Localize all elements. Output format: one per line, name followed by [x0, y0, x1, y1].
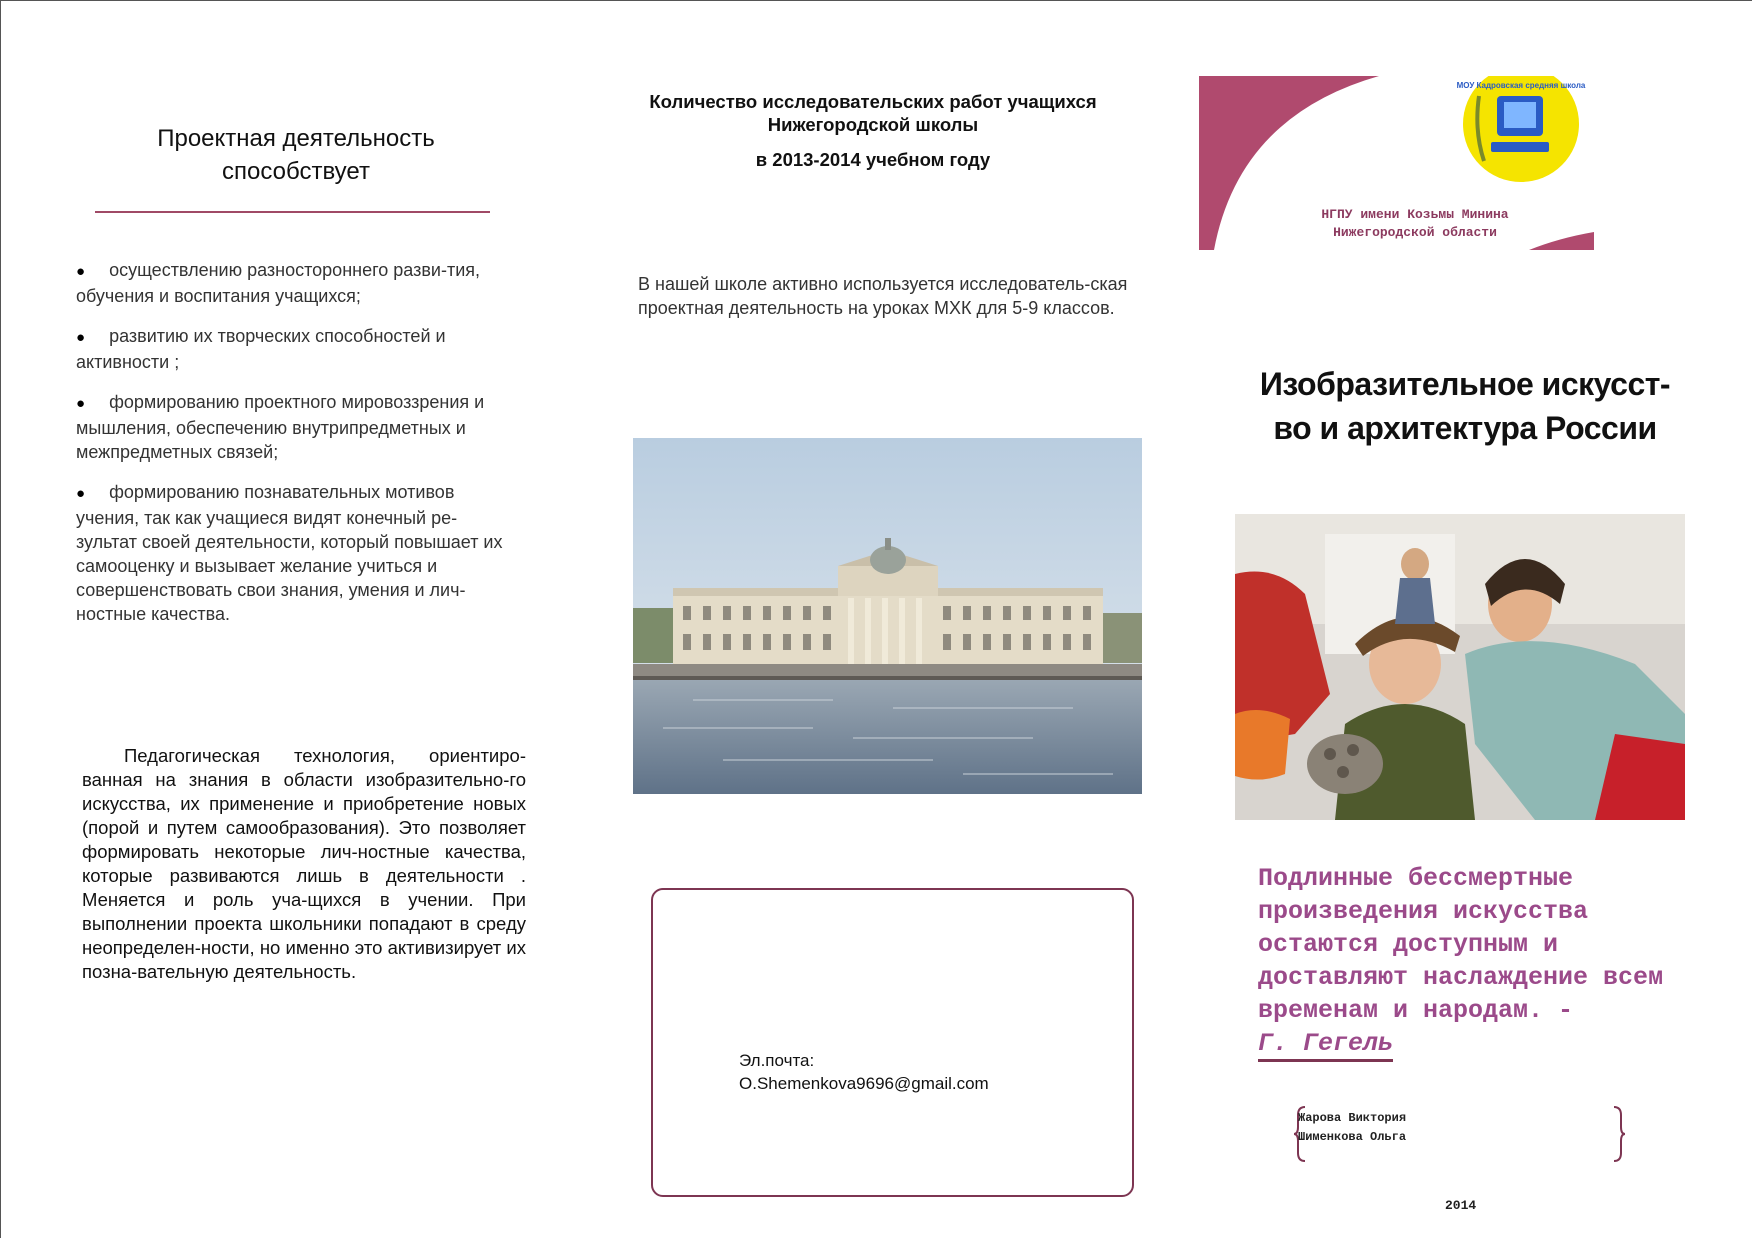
list-item-text: формированию проектного мировоззрения и мышления, обеспечению внутрипредметных и межпредметных связей; [76, 392, 485, 462]
brochure-title-line1: Изобразительное искусст- [1259, 366, 1671, 402]
list-item-text: осуществлению разностороннего разви-тия, обучения и воспитания учащихся; [76, 260, 480, 306]
bullet-icon: ● [76, 263, 86, 280]
quote-text: Подлинные бессмертные произведения искусства остаются доступным и доставляют наслаждение всем временам и народам. - [1258, 864, 1664, 1025]
research-heading-year: в 2013-2014 учебном году [755, 149, 991, 170]
academy-building-photo [633, 438, 1142, 794]
pottery-workshop-photo [1235, 514, 1685, 820]
email-address[interactable]: O.Shemenkova9696@gmail.com [739, 1074, 989, 1093]
benefits-list [76, 258, 516, 642]
author-name: Шименкова Ольга [1298, 1130, 1407, 1144]
list-item-text: развитию их творческих способностей и активности ; [76, 326, 446, 372]
institution-line1: НГПУ имени Козьмы Минина [1321, 207, 1509, 222]
title-divider [95, 211, 490, 213]
list-item [76, 258, 516, 308]
authors-list [1298, 1109, 1406, 1147]
author-name: Жарова Виктория [1298, 1111, 1407, 1125]
institution-name [1250, 206, 1580, 242]
school-paragraph: В нашей школе активно используется исследователь-ская проектная деятельность на уроках МХК для 5-9 классов. [638, 274, 1128, 318]
bullet-icon: ● [76, 395, 86, 412]
list-item [76, 480, 516, 626]
list-item [76, 324, 516, 374]
bullet-icon: ● [76, 485, 86, 502]
publication-year: 2014 [1445, 1198, 1477, 1213]
institution-line2: Нижегородской области [1333, 225, 1497, 240]
brochure-title [1245, 362, 1685, 450]
brochure-title-line2: во и архитектура России [1273, 410, 1657, 446]
quote-author: Г. Гегель [1258, 1029, 1393, 1062]
email-label: Эл.почта: [739, 1051, 815, 1070]
contact-box [651, 888, 1134, 1197]
research-heading [618, 90, 1128, 171]
hegel-quote [1258, 862, 1688, 1062]
research-heading-line1: Количество исследовательских работ учащихся [649, 91, 1097, 112]
list-item [76, 390, 516, 464]
list-item-text: формированию познавательных мотивов учения, так как учащиеся видят конечный ре-зультат своей деятельности, который повышает их самооценку и вызывает желание учиться и совершенствовать свои знания, умения и лич-ностные качества. [76, 482, 503, 624]
right-brace-icon [1612, 1105, 1626, 1163]
logo-ring-text: МОУ Кадровская средняя школа [1456, 81, 1586, 90]
left-section-title: Проектная деятельность способствует [157, 125, 435, 185]
pedagogy-paragraph: Педагогическая технология, ориентиро-ванная на знания в области изобразительно-го искусства, их применение и приобретение новых (порой и путем самообразования). Это позволяет формировать некоторые лич-ностные качества, которые развиваются лишь в деятельности . Меняется и роль уча-щихся в учении. При выполнении проекта школьники попадают в среду неопределен-ности, но именно это активизирует их позна-вательную деятельность. [82, 745, 526, 982]
research-heading-line2: Нижегородской школы [767, 114, 979, 135]
bullet-icon: ● [76, 329, 86, 346]
